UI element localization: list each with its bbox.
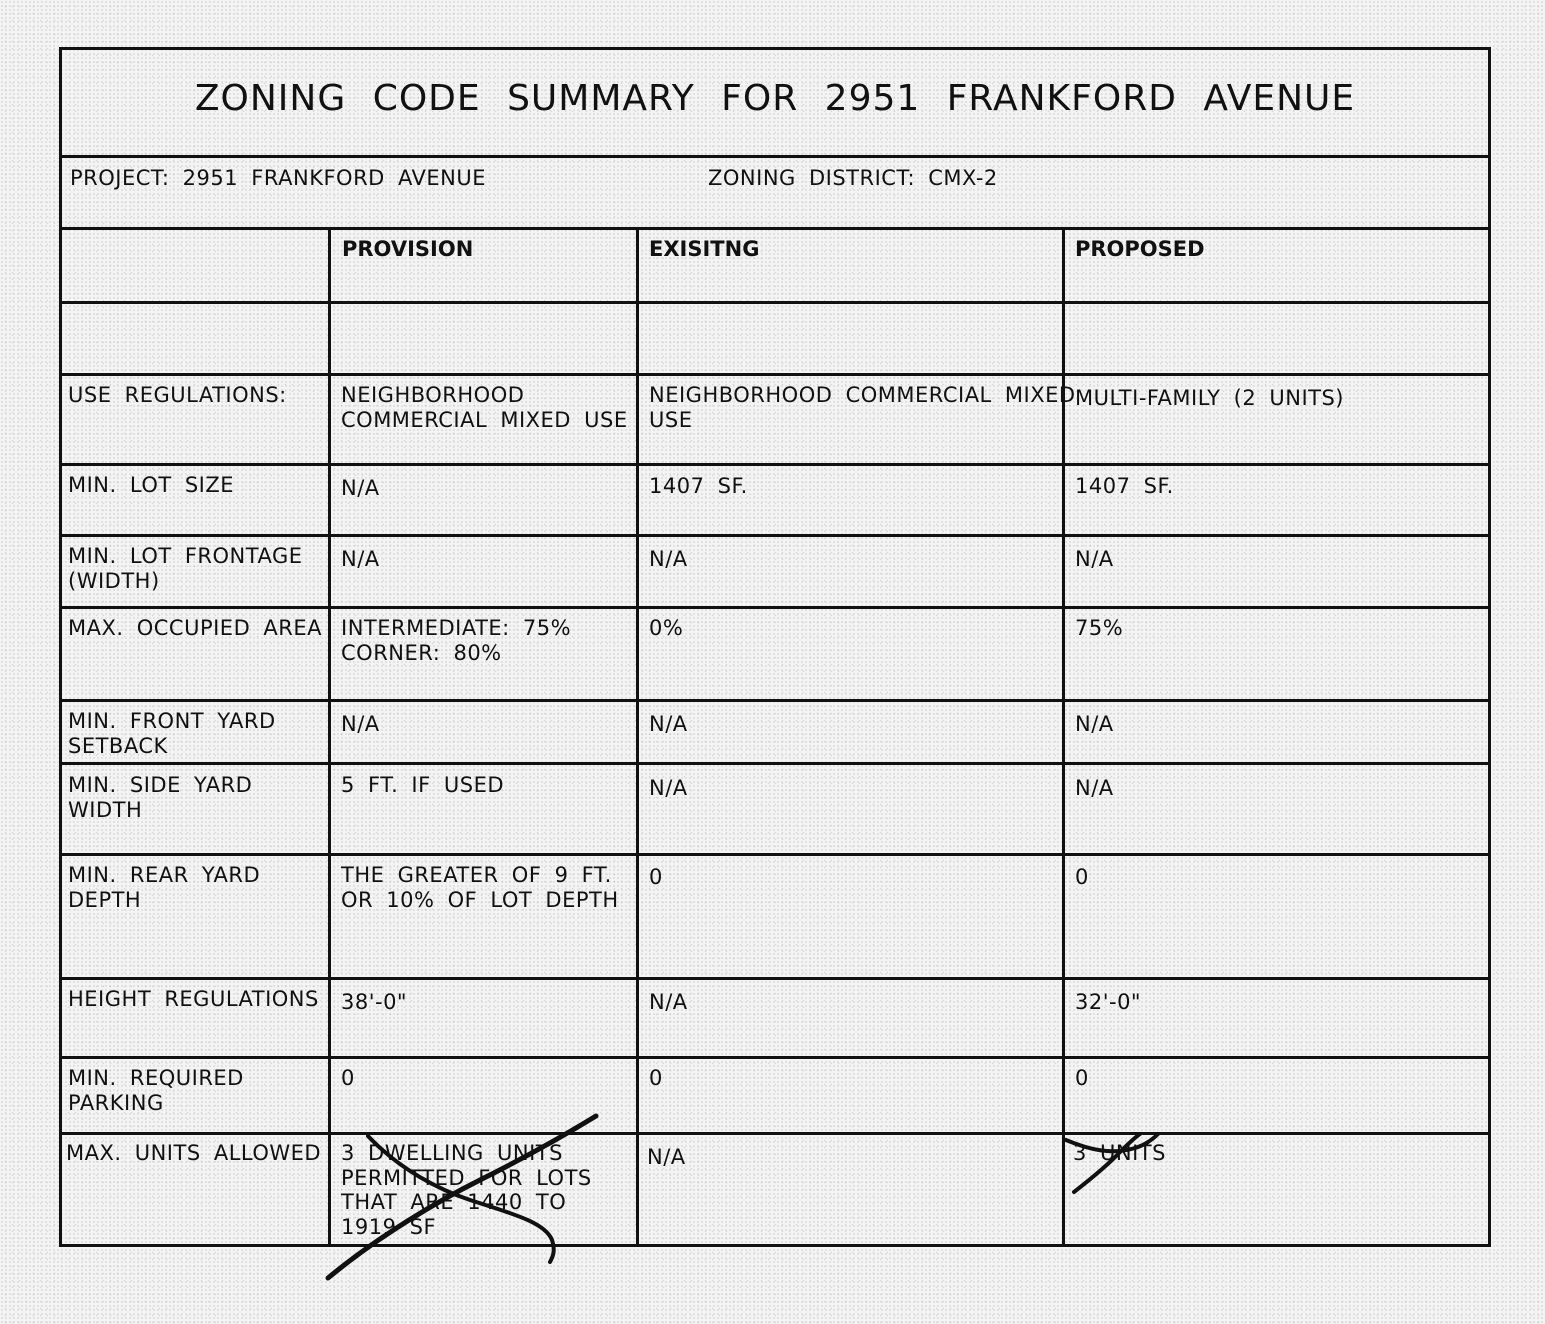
cell-frontage-proposed: N/A [1075, 547, 1114, 571]
header-existing: EXISITNG [649, 237, 760, 261]
column-divider-3 [1062, 227, 1065, 1247]
row-label-min-front-yard-setback: MIN. FRONT YARD SETBACK [68, 709, 276, 758]
zoning-district: ZONING DISTRICT: CMX-2 [708, 166, 998, 190]
row-label-min-lot-frontage: MIN. LOT FRONTAGE (WIDTH) [68, 544, 303, 593]
cell-height-proposed: 32'-0" [1075, 990, 1142, 1014]
cell-rear-yard-existing: 0 [649, 865, 663, 889]
column-divider-2 [636, 227, 639, 1247]
cell-side-yard-existing: N/A [649, 776, 688, 800]
row-label-min-lot-size: MIN. LOT SIZE [68, 473, 235, 497]
row-label-height-regulations: HEIGHT REGULATIONS [68, 987, 319, 1011]
row-label-max-units-allowed: MAX. UNITS ALLOWED [66, 1141, 322, 1165]
cell-frontage-provision: N/A [341, 547, 380, 571]
cell-frontage-existing: N/A [649, 547, 688, 571]
divider-row-side-yard [59, 853, 1491, 856]
divider-header [59, 301, 1491, 304]
cell-height-provision: 38'-0" [341, 990, 408, 1014]
cell-side-yard-proposed: N/A [1075, 776, 1114, 800]
cell-use-existing: NEIGHBORHOOD COMMERCIAL MIXED USE [649, 383, 1076, 432]
divider-title [59, 155, 1491, 158]
cell-front-yard-existing: N/A [649, 712, 688, 736]
cell-rear-yard-proposed: 0 [1075, 865, 1089, 889]
cell-use-proposed: MULTI-FAMILY (2 UNITS) [1075, 386, 1344, 410]
cell-side-yard-provision: 5 FT. IF USED [341, 773, 505, 797]
divider-row-rear-yard [59, 977, 1491, 980]
header-proposed: PROPOSED [1075, 237, 1205, 261]
cell-lot-size-proposed: 1407 SF. [1075, 474, 1174, 498]
cell-occupied-existing: 0% [649, 616, 684, 640]
project-name: PROJECT: 2951 FRANKFORD AVENUE [70, 166, 487, 190]
row-label-max-occupied-area: MAX. OCCUPIED AREA [68, 616, 323, 640]
divider-blank-row [59, 373, 1491, 376]
divider-row-lot-size [59, 534, 1491, 537]
cell-occupied-proposed: 75% [1075, 616, 1124, 640]
divider-row-frontage [59, 606, 1491, 609]
cell-units-existing: N/A [647, 1145, 686, 1169]
cell-units-provision: 3 DWELLING UNITS PERMITTED FOR LOTS THAT ARE 1440 TO 1919 SF [341, 1141, 592, 1239]
cell-lot-size-provision: N/A [341, 476, 380, 500]
divider-project [59, 227, 1491, 230]
divider-row-front-yard [59, 762, 1491, 765]
row-label-use-regulations: USE REGULATIONS: [68, 383, 287, 407]
cell-front-yard-proposed: N/A [1075, 712, 1114, 736]
column-divider-1 [328, 227, 331, 1247]
cell-parking-existing: 0 [649, 1066, 663, 1090]
row-label-min-side-yard-width: MIN. SIDE YARD WIDTH [68, 773, 253, 822]
divider-row-occupied [59, 699, 1491, 702]
cell-occupied-provision: INTERMEDIATE: 75% CORNER: 80% [341, 616, 572, 665]
cell-parking-provision: 0 [341, 1066, 355, 1090]
header-provision: PROVISION [342, 237, 474, 261]
cell-units-proposed: 3 UNITS [1073, 1141, 1166, 1165]
cell-parking-proposed: 0 [1075, 1066, 1089, 1090]
divider-row-parking [59, 1132, 1491, 1135]
cell-use-provision: NEIGHBORHOOD COMMERCIAL MIXED USE [341, 383, 628, 432]
cell-lot-size-existing: 1407 SF. [649, 474, 748, 498]
row-label-min-rear-yard-depth: MIN. REAR YARD DEPTH [68, 863, 261, 912]
cell-rear-yard-provision: THE GREATER OF 9 FT. OR 10% OF LOT DEPTH [341, 863, 619, 912]
divider-row-height [59, 1056, 1491, 1059]
document-title: ZONING CODE SUMMARY FOR 2951 FRANKFORD AVENUE [194, 78, 1356, 119]
cell-front-yard-provision: N/A [341, 712, 380, 736]
cell-height-existing: N/A [649, 990, 688, 1014]
divider-row-use [59, 463, 1491, 466]
row-label-min-required-parking: MIN. REQUIRED PARKING [68, 1066, 244, 1115]
